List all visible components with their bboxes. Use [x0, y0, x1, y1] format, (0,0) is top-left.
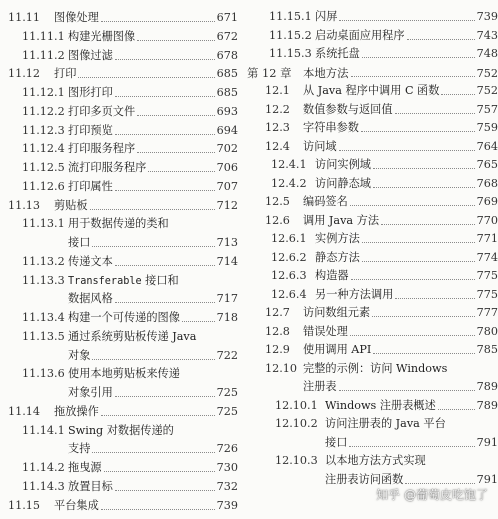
leader-dots: [92, 358, 214, 360]
page-number: 774: [476, 250, 498, 264]
toc-entry-line: [0, 47, 238, 65]
section-number: 12.7: [265, 306, 290, 319]
section-number: 11.12.5: [22, 161, 65, 174]
page-number: 702: [216, 142, 238, 156]
toc-entry-line: [247, 175, 498, 193]
leader-dots: [101, 20, 215, 22]
section-title: 字符串参数: [303, 121, 359, 134]
section-title: 调用 Java 方法: [303, 213, 380, 227]
toc-entry[interactable]: [247, 212, 498, 231]
section-title: 接口: [325, 435, 348, 449]
toc-entry[interactable]: [0, 84, 238, 103]
toc-entry[interactable]: [0, 178, 238, 197]
page-number: 706: [216, 161, 238, 174]
section-number: 12.6.3: [271, 269, 307, 282]
page-number: 770: [476, 213, 498, 227]
toc-entry-line: [0, 459, 238, 477]
toc-entry-line: [247, 82, 498, 100]
toc-entry-line: [247, 415, 498, 433]
page-number: 765: [476, 158, 498, 171]
toc-entry[interactable]: [247, 304, 498, 323]
toc-entry-line: [247, 249, 498, 267]
toc-entry-line: [247, 267, 498, 285]
toc-entry-line: [247, 64, 498, 82]
leader-dots: [78, 76, 214, 78]
page-number: 685: [216, 86, 238, 99]
page-number: 671: [216, 11, 238, 24]
page-number: 672: [216, 29, 238, 43]
section-number: 11.12: [8, 67, 41, 81]
page-number: 771: [476, 232, 498, 245]
toc-entry-line: [0, 422, 238, 440]
leader-dots: [407, 38, 475, 40]
toc-entry[interactable]: [0, 197, 238, 216]
page-number: 739: [476, 10, 498, 23]
leader-dots: [361, 130, 475, 132]
leader-dots: [92, 451, 214, 453]
leader-dots: [137, 39, 215, 41]
section-number: 11.11.1: [22, 29, 65, 43]
section-number: 11.11: [8, 11, 41, 24]
section-number: 11.14: [8, 404, 41, 418]
section-title: 使用本地剪贴板来传递: [68, 367, 180, 381]
section-title: 通过系统剪贴板传递 Java: [68, 329, 197, 343]
toc-entry-line: [0, 122, 238, 140]
section-title: 图形打印: [68, 86, 113, 99]
section-number: 11.13: [8, 198, 41, 212]
toc-entry-line: [0, 9, 238, 27]
section-title: 本地方法: [303, 65, 349, 80]
toc-entry-line: [0, 478, 238, 496]
section-title: 访问注册表的 Java 平台: [325, 417, 446, 430]
leader-dots: [372, 315, 475, 317]
toc-entry-line: [247, 45, 498, 63]
toc-entry[interactable]: [0, 328, 238, 366]
leader-dots: [349, 445, 474, 447]
toc-entry[interactable]: [247, 249, 498, 268]
page-number: 725: [216, 386, 238, 399]
toc-entry[interactable]: [0, 403, 238, 422]
leader-dots: [362, 260, 475, 262]
page-number: 712: [216, 198, 238, 212]
toc-entry-line: [247, 397, 498, 415]
leader-dots: [137, 151, 215, 153]
toc-entry-line: [247, 101, 498, 119]
page-number: 743: [476, 28, 498, 42]
toc-entry-line: [0, 309, 238, 327]
toc-entry-line: [0, 178, 238, 196]
toc-entry-line: [247, 304, 498, 322]
section-title: 拖放操作: [54, 404, 99, 418]
page-number: 789: [476, 398, 498, 412]
page-number: 775: [476, 287, 498, 301]
page-number: 769: [476, 195, 498, 208]
section-title: 打印: [54, 67, 77, 81]
toc-entry[interactable]: [0, 309, 238, 328]
section-number: 12.6.1: [271, 232, 307, 245]
page-number: 694: [216, 123, 238, 137]
toc-entry-line: [0, 365, 238, 383]
section-number: 12.10.2: [275, 417, 318, 430]
page-number: 785: [476, 343, 498, 356]
section-number: 11.13.2: [22, 254, 65, 268]
leader-dots: [115, 189, 215, 191]
page-number: 739: [216, 498, 238, 512]
toc-entry[interactable]: [0, 9, 238, 28]
toc-entry[interactable]: [247, 323, 498, 342]
toc-entry[interactable]: [0, 140, 238, 159]
leader-dots: [115, 133, 215, 135]
section-number: 第 12 章: [247, 65, 292, 80]
section-number: 11.12.3: [22, 123, 65, 137]
section-title: 放置目标: [68, 479, 113, 493]
section-number: 11.14.3: [22, 479, 65, 493]
leader-dots: [115, 58, 215, 60]
toc-entry[interactable]: [247, 360, 498, 397]
toc-entry[interactable]: [0, 365, 238, 403]
toc-entry-line: [0, 253, 238, 271]
page-number: 759: [476, 121, 498, 134]
section-title: 构建光栅图像: [68, 29, 136, 43]
toc-entry[interactable]: [0, 459, 238, 478]
watermark-text: 知乎 @葡萄皮吃饱了: [376, 488, 488, 502]
toc-entry-line: [247, 452, 498, 470]
section-number: 11.13.6: [22, 367, 65, 381]
toc-entry-line: [0, 84, 238, 102]
section-title: 传递文本: [68, 254, 113, 268]
zhihu-watermark: [376, 486, 488, 503]
toc-entry[interactable]: [247, 175, 498, 194]
toc-entry[interactable]: [247, 452, 498, 489]
toc-entry-line: [247, 341, 498, 359]
toc-entry-continuation: [0, 234, 238, 252]
toc-entry[interactable]: [247, 156, 498, 175]
toc-entry[interactable]: [247, 45, 498, 64]
section-title: 启动桌面应用程序: [315, 28, 405, 42]
section-title: 闪屏: [315, 10, 338, 23]
section-number: 11.12.1: [22, 86, 65, 99]
section-number: 12.10: [265, 361, 298, 375]
section-number: 11.12.4: [22, 142, 65, 156]
leader-dots: [373, 186, 475, 188]
toc-entry-line: [0, 497, 238, 515]
page-number: 717: [216, 292, 238, 306]
section-number: 12.1: [265, 84, 290, 97]
page-number: 726: [216, 442, 238, 456]
toc-entry[interactable]: [247, 397, 498, 416]
page-number: 732: [216, 479, 238, 493]
toc-entry-line: [0, 159, 238, 177]
toc-entry[interactable]: [0, 478, 238, 497]
leader-dots: [373, 352, 474, 354]
toc-entry-continuation: [0, 440, 238, 458]
toc-entry-line: [0, 65, 238, 83]
section-title: 对象: [68, 348, 91, 362]
leader-dots: [182, 320, 215, 322]
section-title: 从 Java 程序中调用 C 函数: [303, 84, 440, 97]
leader-dots: [351, 278, 475, 280]
section-number: 12.6.4: [271, 287, 307, 301]
leader-dots: [395, 112, 475, 114]
section-title: 平台集成: [54, 498, 99, 512]
section-number: 12.2: [265, 102, 290, 116]
section-title: 剪贴板: [54, 198, 88, 212]
section-title: 静态方法: [315, 250, 360, 264]
toc-entry[interactable]: [247, 64, 498, 83]
section-number: 12.4.2: [271, 176, 307, 190]
section-title: 数据风格: [68, 292, 113, 306]
section-title: 另一种方法调用: [315, 287, 394, 301]
section-title: 完整的示例：访问 Windows: [303, 361, 448, 375]
toc-entry[interactable]: [0, 272, 238, 310]
toc-entry[interactable]: [0, 103, 238, 122]
leader-dots: [137, 114, 215, 116]
page-number: 780: [476, 324, 498, 338]
toc-entry-line: [247, 8, 498, 26]
toc-entry-line: [0, 403, 238, 421]
toc-entry-line: [247, 138, 498, 156]
leader-dots: [101, 414, 215, 416]
section-number: 12.6: [265, 213, 290, 227]
page-number: 730: [216, 461, 238, 474]
section-number: 12.4: [265, 139, 290, 153]
toc-entry[interactable]: [247, 138, 498, 157]
section-number: 12.6.2: [271, 250, 307, 264]
section-title: Transferable 接口和: [68, 273, 179, 287]
section-number: 12.10.3: [275, 454, 318, 467]
section-number: 11.13.5: [22, 329, 65, 343]
section-title: 访问域: [303, 139, 337, 153]
section-title: 编码签名: [303, 195, 348, 208]
section-number: 12.5: [265, 195, 290, 208]
toc-entry[interactable]: [0, 28, 238, 47]
toc-entry-line: [247, 360, 498, 378]
section-title: 打印属性: [68, 179, 113, 193]
leader-dots: [350, 334, 475, 336]
section-title: 流打印服务程序: [68, 161, 147, 174]
section-number: 11.14.2: [22, 461, 65, 474]
leader-dots: [148, 170, 214, 172]
toc-entry-line: [247, 212, 498, 230]
toc-entry[interactable]: [0, 215, 238, 253]
toc-entry[interactable]: [247, 267, 498, 286]
leader-dots: [350, 204, 475, 206]
toc-entry[interactable]: [247, 27, 498, 46]
page-number: 764: [476, 139, 498, 153]
page-number: 678: [216, 48, 238, 62]
section-title: 接口: [68, 236, 91, 249]
section-title: 对象引用: [68, 386, 113, 399]
section-title: 支持: [68, 442, 91, 456]
section-number: 12.9: [265, 343, 290, 356]
section-number: 11.13.3: [22, 273, 65, 287]
page-number: 725: [216, 404, 238, 418]
toc-entry[interactable]: [0, 159, 238, 178]
section-title: Windows 注册表概述: [325, 398, 436, 412]
page-number: 768: [476, 176, 498, 190]
page-number: 722: [216, 348, 238, 362]
section-title: 打印预览: [68, 123, 113, 137]
toc-entry-line: [0, 28, 238, 46]
toc-entry-line: [247, 230, 498, 248]
section-title: 用于数据传递的类和: [68, 217, 169, 231]
section-number: 11.12.6: [22, 179, 65, 193]
toc-entry[interactable]: [247, 230, 498, 249]
toc-entry-line: [0, 328, 238, 346]
leader-dots: [115, 489, 215, 491]
page-number: 685: [216, 67, 238, 81]
page-number: 714: [216, 254, 238, 268]
section-title: 访问实例域: [315, 158, 371, 171]
toc-entry[interactable]: [0, 47, 238, 66]
page-number: 752: [476, 84, 498, 97]
section-number: 12.4.1: [271, 158, 307, 171]
section-number: 11.15: [8, 498, 41, 512]
toc-entry[interactable]: [0, 497, 238, 516]
page-number: 718: [216, 311, 238, 324]
toc-entry-line: [247, 27, 498, 45]
section-title: 注册表访问函数: [325, 472, 404, 486]
leader-dots: [362, 241, 475, 243]
leader-dots: [381, 223, 475, 225]
toc-entry[interactable]: [0, 122, 238, 141]
page-number: 791: [476, 435, 498, 449]
section-number: 11.13.1: [22, 217, 65, 231]
leader-dots: [115, 264, 215, 266]
page-number: 791: [476, 472, 498, 486]
page-number: 777: [476, 306, 498, 319]
page-number: 693: [216, 104, 238, 118]
section-title: 图像过滤: [68, 48, 113, 62]
toc-entry[interactable]: [247, 82, 498, 101]
toc-entry-line: [0, 272, 238, 290]
toc-entry-line: [247, 119, 498, 137]
section-number: 11.15.3: [269, 47, 312, 60]
toc-entry[interactable]: [247, 8, 498, 27]
page-number: 713: [216, 236, 238, 249]
section-title: 拖曳源: [68, 461, 102, 474]
leader-dots: [373, 167, 475, 169]
toc-entry-line: [247, 193, 498, 211]
toc-entry[interactable]: [247, 101, 498, 120]
toc-entry[interactable]: [0, 65, 238, 84]
leader-dots: [405, 482, 474, 484]
toc-entry-line: [0, 103, 238, 121]
leader-dots: [339, 19, 474, 21]
leader-dots: [92, 245, 214, 247]
toc-entry[interactable]: [247, 286, 498, 305]
leader-dots: [339, 389, 475, 391]
section-number: 11.13.4: [22, 311, 65, 324]
leader-dots: [438, 408, 475, 410]
leader-dots: [115, 95, 215, 97]
section-number: 11.12.2: [22, 104, 65, 118]
section-title: Swing 对数据传递的: [68, 423, 174, 437]
section-number: 12.8: [265, 324, 290, 338]
section-number: 11.14.1: [22, 423, 65, 437]
toc-entry[interactable]: [0, 422, 238, 460]
page-number: 748: [476, 47, 498, 60]
toc-entry-line: [0, 140, 238, 158]
leader-dots: [104, 470, 215, 472]
section-number: 12.3: [265, 121, 290, 134]
section-title: 访问静态域: [315, 176, 371, 190]
page-number: 757: [476, 102, 498, 116]
page-number: 752: [476, 66, 498, 80]
leader-dots: [101, 508, 215, 510]
section-title: 系统托盘: [315, 47, 360, 60]
section-title: 实例方法: [315, 232, 360, 245]
toc-entry-line: [0, 197, 238, 215]
section-number: 12.10.1: [275, 398, 318, 412]
section-number: 11.15.2: [269, 28, 312, 42]
section-title: 使用调用 API: [303, 343, 372, 356]
toc-entry-line: [247, 156, 498, 174]
toc-entry[interactable]: [247, 119, 498, 138]
toc-entry-continuation: [0, 347, 238, 365]
leader-dots: [441, 93, 474, 95]
toc-entry-continuation: [247, 434, 498, 452]
leader-dots: [90, 208, 215, 210]
section-title: 图像处理: [54, 11, 99, 24]
section-title: 构造器: [315, 269, 349, 282]
leader-dots: [362, 56, 475, 58]
section-title: 打印多页文件: [68, 104, 136, 118]
page-number: 707: [216, 179, 238, 193]
section-title: 数值参数与返回值: [303, 102, 393, 116]
leader-dots: [395, 297, 474, 299]
toc-entry-continuation: [0, 290, 238, 308]
toc-entry-continuation: [247, 378, 498, 396]
section-number: 11.11.2: [22, 48, 65, 62]
page-number: 789: [476, 380, 498, 393]
toc-entry[interactable]: [247, 415, 498, 452]
section-title: 构建一个可传递的图像: [68, 311, 180, 324]
section-title: 注册表: [303, 380, 337, 393]
toc-entry[interactable]: [247, 341, 498, 360]
leader-dots: [115, 301, 215, 303]
toc-entry-continuation: [0, 384, 238, 402]
section-title: 错误处理: [303, 324, 348, 338]
leader-dots: [351, 75, 475, 77]
toc-entry[interactable]: [247, 193, 498, 212]
toc-entry-line: [247, 323, 498, 341]
section-number: 11.15.1: [269, 10, 312, 23]
section-title: 以本地方法方式实现: [325, 454, 426, 467]
section-title: 访问数组元素: [303, 306, 371, 319]
section-title: 打印服务程序: [68, 142, 136, 156]
leader-dots: [339, 149, 475, 151]
leader-dots: [115, 395, 215, 397]
toc-entry-line: [0, 215, 238, 233]
page-number: 775: [476, 269, 498, 282]
toc-entry-line: [247, 286, 498, 304]
toc-entry[interactable]: [0, 253, 238, 272]
